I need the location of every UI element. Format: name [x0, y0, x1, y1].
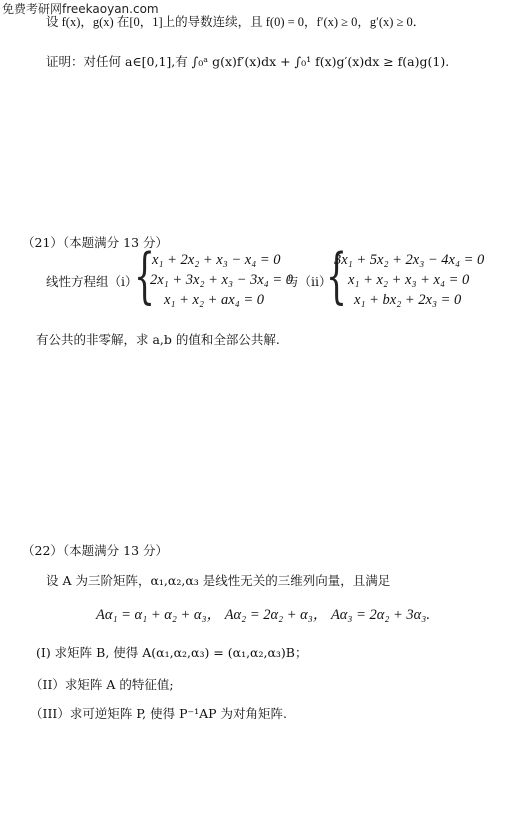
left-brace-system-1: { — [134, 241, 156, 311]
system-1-eq-1: x₁ + 2x₂ + x₃ − x₄ = 0 — [152, 252, 281, 268]
problem-20-statement: 证明：对任何 a∈[0,1],有 ∫₀ᵃ g(x)f′(x)dx + ∫₀¹ f(x)g′(x)dx ≥ f(a)g(1). — [46, 54, 450, 69]
problem-22-equations: Aα₁ = α₁ + α₂ + α₃， Aα₂ = 2α₂ + α₃， Aα₃ = 2α₂ + 3α₃. — [96, 607, 430, 623]
problem-20-condition: 设 f(x)，g(x) 在[0，1]上的导数连续，且 f(0) = 0，f′(x) ≥ 0，g′(x) ≥ 0． — [46, 15, 426, 29]
problem-22-part-1: (I) 求矩阵 B, 使得 A(α₁,α₂,α₃) = (α₁,α₂,α₃)B； — [36, 645, 308, 660]
left-brace-system-2: { — [326, 241, 348, 311]
problem-22-heading: （22）（本题满分 13 分） — [22, 543, 169, 558]
system-2-eq-1: 3x₁ + 5x₂ + 2x₃ − 4x₄ = 0 — [334, 252, 485, 268]
system-2-eq-2: x₁ + x₂ + x₃ + x₄ = 0 — [348, 272, 470, 288]
system-2 — [334, 250, 504, 310]
problem-22-part-3: （III）求可逆矩阵 P, 使得 P⁻¹AP 为对角矩阵. — [30, 706, 287, 721]
problem-22-part-2: （II）求矩阵 A 的特征值; — [30, 677, 174, 692]
system-2-eq-3: x₁ + bx₂ + 2x₃ = 0 — [354, 292, 462, 308]
problem-22-intro: 设 A 为三阶矩阵，α₁,α₂,α₃ 是线性无关的三维列向量，且满足 — [46, 573, 391, 588]
system-1 — [150, 250, 294, 310]
problem-21-question: 有公共的非零解，求 a,b 的值和全部公共解. — [36, 332, 280, 347]
problem-21-heading: （21）（本题满分 13 分） — [22, 235, 169, 250]
system-1-eq-2: 2x₁ + 3x₂ + x₃ − 3x₄ = 0 — [150, 272, 294, 288]
system-1-eq-3: x₁ + x₂ + ax₄ = 0 — [164, 292, 265, 308]
problem-21-intro: 线性方程组（i） — [46, 274, 138, 289]
problem-21-connector: 与（ii） — [286, 274, 332, 289]
watermark: 免费考研网freekaoyan.com — [2, 2, 159, 16]
